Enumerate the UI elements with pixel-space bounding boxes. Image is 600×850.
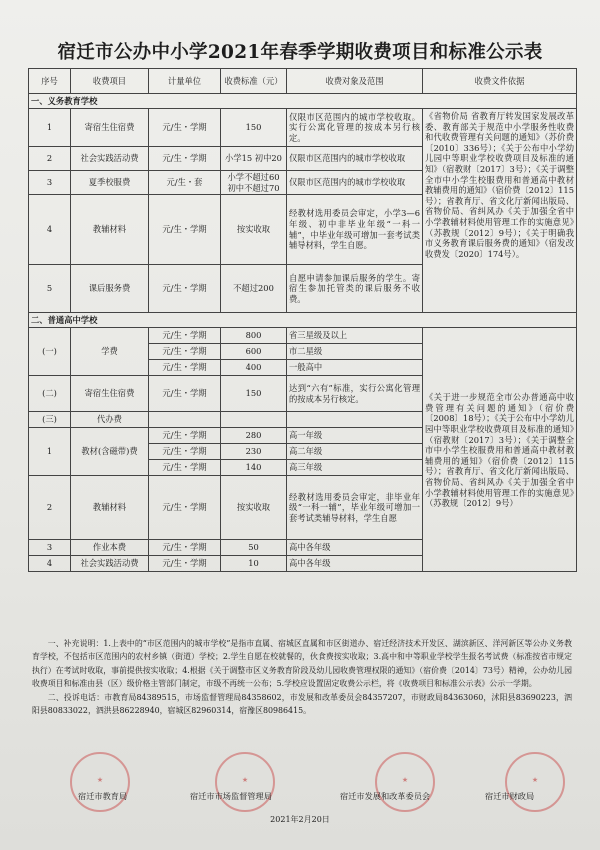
row-basis: 《省物价局 省教育厅转发国家发展改革委、教育部关于规范中小学服务性收费和代收费管理有关问题的通知》（苏价费〔2010〕336号）；《关于公布中小学幼儿园中等职业学校收费项目及标准的通知》（宿教财〔2017〕3号）；《关于调整全市中小学生校服费用和普通高中教材教辅费用的通知》（宿价费〔2012〕115号）；省教育厅、省文化厅新闻出版局、省物价局、省纠风办《关于加强全省中小学教辅材料使用管理工作的实施意见》（苏教规〔2012〕9号）；《关于明确我市义务教育课后服务费的通知》（宿发改收费发〔2020〕174号）。 <box>423 109 577 313</box>
official-seal-icon: ★ <box>70 752 130 812</box>
empty-cell <box>149 412 221 428</box>
row-standard: 10 <box>221 556 287 572</box>
row-no: 4 <box>29 195 71 265</box>
row-no: 4 <box>29 556 71 572</box>
issue-date: 2021年2月20日 <box>270 815 330 824</box>
row-standard: 50 <box>221 540 287 556</box>
row-item: 教辅材料 <box>71 476 149 540</box>
row-standard: 280 <box>221 428 287 444</box>
row-unit: 元/生・学期 <box>149 444 221 460</box>
org-finance-bureau: 宿迁市财政局 <box>485 791 535 801</box>
row-standard: 150 <box>221 376 287 412</box>
row-scope: 高中各年级 <box>287 540 423 556</box>
row-standard: 150 <box>221 109 287 147</box>
row-scope: 达到“六有”标准，实行公寓化管理的按成本另行核定。 <box>287 376 423 412</box>
notes-section <box>32 637 572 717</box>
seals-area <box>0 752 600 792</box>
row-unit: 元/生・学期 <box>149 428 221 444</box>
row-scope: 一般高中 <box>287 360 423 376</box>
row-standard: 不超过200 <box>221 265 287 313</box>
row-unit: 元/生・学期 <box>149 109 221 147</box>
row-no: 3 <box>29 540 71 556</box>
row-standard: 800 <box>221 328 287 344</box>
row-standard: 按实收取 <box>221 476 287 540</box>
official-seal-icon: ★ <box>375 752 435 812</box>
complaint-hotlines: 二、投诉电话：市教育局84389515，市场监督管理局84358602，市发展和改革委员会84357207，市财政局84363060，沭阳县83690223，泗阳县80833022，泗洪县86228940，宿城区82960314，宿豫区80986415。 <box>32 692 572 716</box>
empty-cell <box>287 412 423 428</box>
row-scope: 高一年级 <box>287 428 423 444</box>
org-education-bureau: 宿迁市教育局 <box>78 791 128 801</box>
row-item: 学费 <box>71 328 149 376</box>
row-standard: 按实收取 <box>221 195 287 265</box>
row-unit: 元/生・学期 <box>149 556 221 572</box>
table-header-row <box>29 69 577 94</box>
row-standard: 600 <box>221 344 287 360</box>
document-title: 宿迁市公办中小学2021年春季学期收费项目和标准公示表 <box>57 42 543 63</box>
row-unit: 元/生・学期 <box>149 460 221 476</box>
row-no: (二) <box>29 376 71 412</box>
row-scope: 仅限市区范围内的城市学校收取 <box>287 147 423 171</box>
empty-cell <box>221 412 287 428</box>
header-standard: 收费标准（元） <box>221 69 287 94</box>
header-no: 序号 <box>29 69 71 94</box>
row-no: 2 <box>29 147 71 171</box>
row-unit: 元/生・套 <box>149 171 221 195</box>
row-no: 5 <box>29 265 71 313</box>
row-no: (三) <box>29 412 71 428</box>
row-unit: 元/生・学期 <box>149 265 221 313</box>
row-standard: 小学不超过60 初中不超过70 <box>221 171 287 195</box>
row-unit: 元/生・学期 <box>149 540 221 556</box>
row-scope: 省三星级及以上 <box>287 328 423 344</box>
section-title: 二、普通高中学校 <box>29 313 577 328</box>
row-scope: 经教材选用委员会审定，非毕业年级“一科一辅”，毕业年级可增加一套考试类辅导材料，学生自愿 <box>287 476 423 540</box>
org-market-supervision: 宿迁市市场监督管理局 <box>190 791 272 801</box>
row-scope: 高中各年级 <box>287 556 423 572</box>
row-standard: 400 <box>221 360 287 376</box>
row-item: 课后服务费 <box>71 265 149 313</box>
row-unit: 元/生・学期 <box>149 147 221 171</box>
row-standard: 230 <box>221 444 287 460</box>
row-unit: 元/生・学期 <box>149 360 221 376</box>
row-scope: 市二星级 <box>287 344 423 360</box>
row-no: 1 <box>29 109 71 147</box>
row-scope: 高二年级 <box>287 444 423 460</box>
row-standard: 140 <box>221 460 287 476</box>
row-item: 寄宿生住宿费 <box>71 376 149 412</box>
section-row <box>29 313 577 328</box>
row-unit: 元/生・学期 <box>149 195 221 265</box>
section-row <box>29 94 577 109</box>
table-row <box>29 109 577 147</box>
row-scope: 仅限市区范围内的城市学校收取。实行公寓化管理的按成本另行核定。 <box>287 109 423 147</box>
row-unit: 元/生・学期 <box>149 476 221 540</box>
table-row <box>29 328 577 344</box>
supplementary-notes: 一、补充说明：1.上表中的“市区范围内的城市学校”是指市直属、宿城区直属和市区街道办、宿迁经济技术开发区、湖滨新区、洋河新区等公办义务教育学校，不包括市区范围内的农村乡镇（街道）学校；2.学生自愿在校就餐的，伙食费按实收取；3.高中和中等职业学校学生报名考试费（标准按省市规定执行）在考试时收取，事前提供按实收取；4.根据《关于调整市区义务教育阶段及幼儿园收费管理权限的通知》（宿价费〔2014〕73号）精神，公办幼儿园收费项目和标准由县（区）级价格主管部门制定，市级不再统一公布；5.学校应设置固定收费公示栏，将《收费项目和标准公示表》公示一学期。 <box>32 639 572 689</box>
row-unit: 元/生・学期 <box>149 376 221 412</box>
row-no: 2 <box>29 476 71 540</box>
header-scope: 收费对象及范围 <box>287 69 423 94</box>
row-scope: 自愿申请参加课后服务的学生。寄宿生参加托管类的课后服务不收费。 <box>287 265 423 313</box>
row-scope: 仅限市区范围内的城市学校收取 <box>287 171 423 195</box>
row-item: 教辅材料 <box>71 195 149 265</box>
header-unit: 计量单位 <box>149 69 221 94</box>
row-item: 夏季校服费 <box>71 171 149 195</box>
row-item: 教材(含磁带)费 <box>71 428 149 476</box>
official-seal-icon: ★ <box>215 752 275 812</box>
row-item: 社会实践活动费 <box>71 556 149 572</box>
fee-table <box>28 68 577 572</box>
header-item: 收费项目 <box>71 69 149 94</box>
row-no: 3 <box>29 171 71 195</box>
row-basis: 《关于进一步规范全市公办普通高中收费管理有关问题的通知》（宿价费〔2008〕18号）；《关于公布中小学幼儿园中等职业学校收费项目及标准的通知》（宿教财〔2017〕3号）；《关于调整全市中小学生校服费用和普通高中教材教辅费用的通知》（宿价费〔2012〕115号）；省教育厅、省文化厅新闻出版局、省物价局、省纠风办《关于加强全省中小学教辅材料使用管理工作的实施意见》（苏教规〔2012〕9号） <box>423 328 577 572</box>
row-item: 寄宿生住宿费 <box>71 109 149 147</box>
row-standard: 小学15 初中20 <box>221 147 287 171</box>
row-scope: 经教材选用委员会审定，小学3—6年级、初中非毕业年级“一科一辅”，中毕业年级可增加一套考试类辅导材料，学生自愿。 <box>287 195 423 265</box>
official-seal-icon: ★ <box>505 752 565 812</box>
row-scope: 高三年级 <box>287 460 423 476</box>
row-item: 作业本费 <box>71 540 149 556</box>
org-development-reform: 宿迁市发展和改革委员会 <box>340 791 431 801</box>
row-item: 代办费 <box>71 412 149 428</box>
row-item: 社会实践活动费 <box>71 147 149 171</box>
row-unit: 元/生・学期 <box>149 328 221 344</box>
row-unit: 元/生・学期 <box>149 344 221 360</box>
row-no: 1 <box>29 428 71 476</box>
section-title: 一、义务教育学校 <box>29 94 577 109</box>
row-no: (一) <box>29 328 71 376</box>
header-basis: 收费文件依据 <box>423 69 577 94</box>
